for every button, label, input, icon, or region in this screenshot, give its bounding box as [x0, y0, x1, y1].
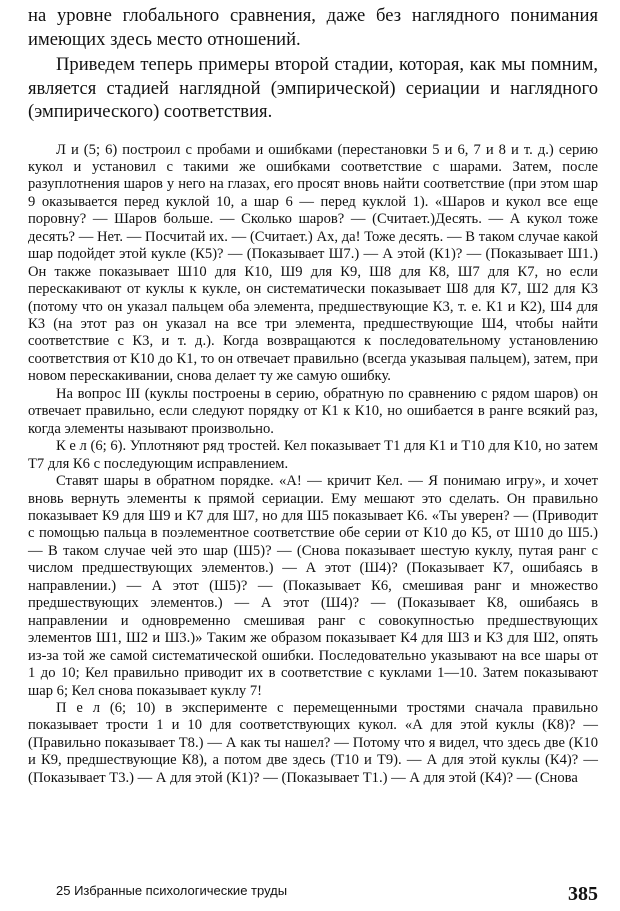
paragraph-question-3: На вопрос III (куклы построены в серию, обратную по сравнению с рядом шаров) он отвечает правильно, если следуют порядку от К1 к К10, но ошибается в ранге всякий раз, когда элементы называют произвольно.: [28, 385, 598, 437]
body-text: [28, 142, 598, 788]
page-number: 385: [568, 883, 598, 905]
signature-mark: 25 Избранные психологические труды: [56, 883, 288, 898]
paragraph-li: Л и (5; 6) построил с пробами и ошибками (перестановки 5 и 6, 7 и 8 и т. д.) серию кукол и установил с такими же ошибками соответствие с шарами. Затем, после разуплотнения шаров у него на глазах, его просят вновь найти соответствие (при этом шар 9 оказывается перед куклой 10, а шар 6 — перед куклой 1). «Шаров и кукол все еще поровну? — Шаров больше. — Сколько шаров? — (Считает.)Десять. — А кукол тоже десять? — Нет. — Посчитай их. — (Считает.) Ах, да! Тоже десять. — В таком случае какой шар подойдет этой кукле (К5)? — (Показывает Ш7.) — А этой (К1)? — (Показывает Ш1.) Он также показывает Ш10 для К10, Ш9 для К9, Ш8 для К8, Ш7 для К7, но если перескакивают от куклы к кукле, он систематически показывает Ш8 для К7, Ш2 для К3 (потому что он указал пальцем оба элемента, предшествующие К3, т. е. К1 и К2), Ш4 для К3 (на этот раз он указал на все три элемента, предшествующие Ш4, чтобы найти соответствие с К3, и т. д.). Когда возвращаются к последовательному установлению соответствия от К10 до К1, то он отвечает правильно (всегда указывая пальцем), затем, при новом перескакивании, снова делает ту же самую ошибку.: [28, 141, 598, 385]
paragraph-reverse-order: Ставят шары в обратном порядке. «А! — кричит Кел. — Я понимаю игру», и хочет вновь вернуть элементы к прямой сериации. Ему мешают это сделать. Он правильно показывает К9 для Ш9 и К7 для Ш7, но для Ш5 показывает К6. «Ты уверен? — (Приводит с помощью пальца в поэлементное соответствие обе серии от К10 до К5, от Ш10 до Ш5.) — В таком случае чей это шар (Ш5)? — (Снова показывает шестую куклу, путая ранг с числом предшествующих элементов.) — А этот (Ш4)? (Показывает К7, ошибаясь в направлении.) — А этот (Ш5)? — (Показывает К6, смешивая ранг и множество предшествующих элементов.) — А этот (Ш4)? — (Показывает К8, ошибаясь в направлении и одновременно смешивая ранг с совокупностью предшествующих элементов Ш1, Ш2 и Ш3.)» Таким же образом показывает К4 для Ш3 и К3 для Ш2, опять из-за той же самой систематической ошибки. Последовательно указывают на все шары от 1 до 10; Кел правильно приводит их в соответствие с куклами 1—10. Затем показывают шар 6; Кел снова показывает куклу 7!: [28, 473, 598, 699]
intro-paragraph-1: на уровне глобального сравнения, даже без наглядного понимания имеющих здесь место отношений.: [28, 5, 598, 50]
paragraph-kel: К е л (6; 6). Уплотняют ряд тростей. Кел показывает Т1 для К1 и Т10 для К10, но затем Т7 для К6 с последующим исправлением.: [28, 438, 598, 472]
paragraph-pel: П е л (6; 10) в эксперименте с перемещенными тростями сначала правильно показывает трости 1 и 10 для соответствующих кукол. «А для этой куклы (К8)? — (Правильно показывает Т8.) — А как ты нашел? — Потому что я видел, что здесь две (К10 и К9, предшествующие К8), а потом две здесь (Т10 и Т9). — А для этой куклы (К4)? — (Показывает Т3.) — А для этой (К1)? — (Показывает Т1.) — А для этой (К4)? — (Снова: [28, 700, 598, 786]
intro-paragraph-2: Приведем теперь примеры второй стадии, которая, как мы помним, является стадией наглядной (эмпирической) сериации и наглядного (эмпирического) соответствия.: [28, 54, 598, 122]
